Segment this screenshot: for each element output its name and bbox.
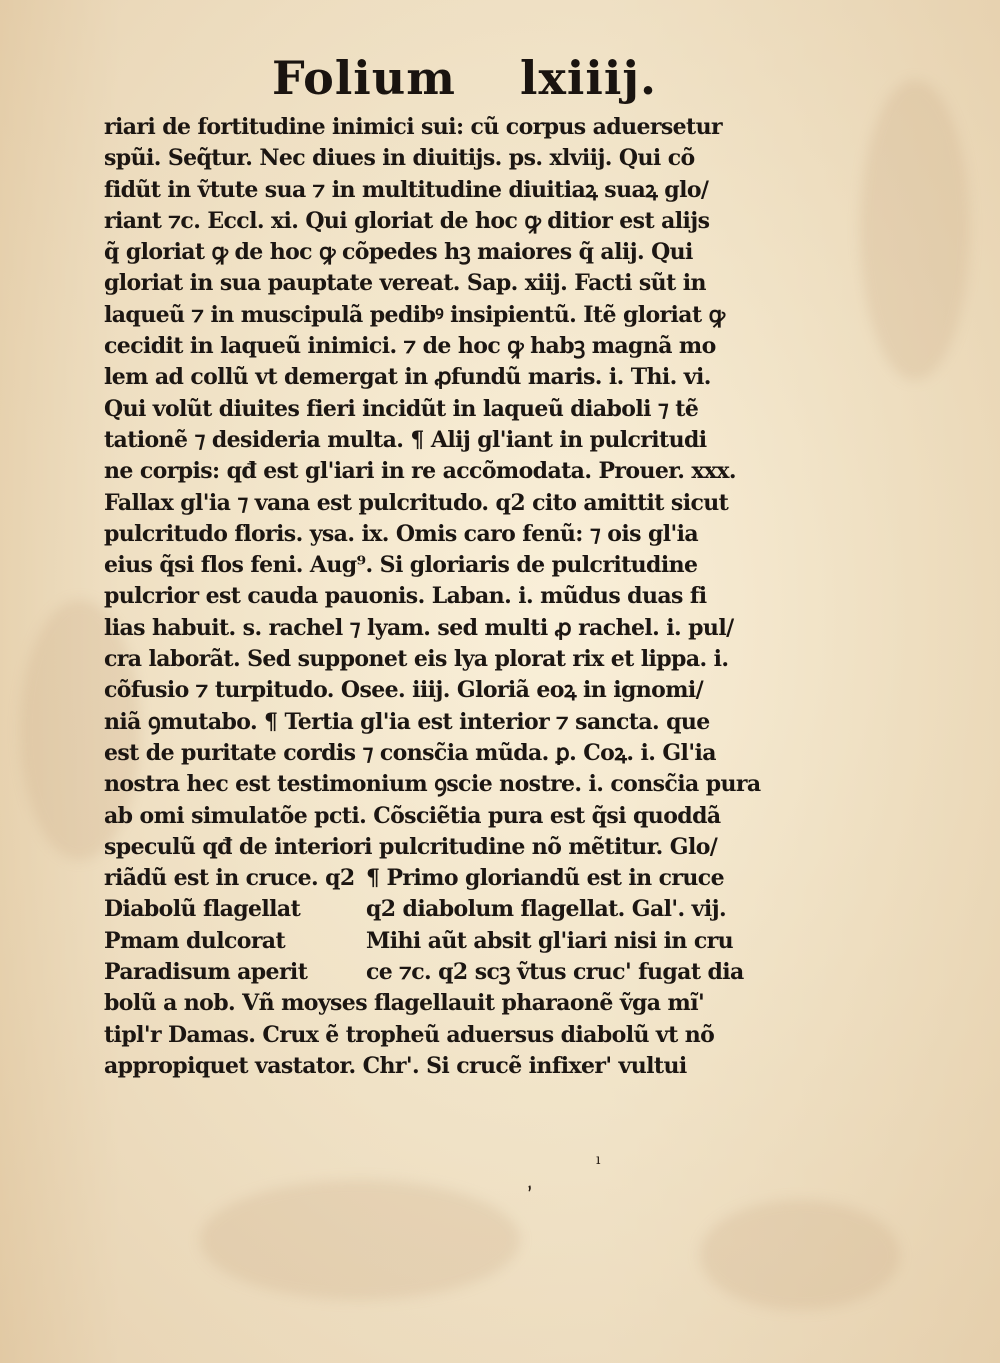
text-line: Qui volũt diuites fieri incidũt in laqueũ diaboli ⁊ tẽ <box>104 395 699 422</box>
paper-stain <box>200 1180 520 1300</box>
text-line: fidũt in ṽtute sua ⁊ in multitudine diuitiaꝝ suaꝝ glo/ <box>104 176 709 203</box>
header-folio-number: lxiiij. <box>520 51 657 105</box>
text-line: q̃ gloriat ꝙ de hoc ꝙ cõpedes hꝫ maiores q̃ alij. Qui <box>104 239 693 266</box>
text-line: Mihi aũt absit gl'iari nisi in cru <box>366 927 734 954</box>
text-line: pulcritudo floris. ysa. ix. Omis caro fenũ: ⁊ ois gl'ia <box>104 520 699 547</box>
marginal-gloss-row <box>104 926 774 957</box>
paper-stain <box>700 1200 900 1310</box>
text-line: speculũ qđ de interiori pulcritudine nõ mẽtitur. Glo/ <box>104 833 718 860</box>
text-line: tipl'r Damas. Crux ẽ tropheũ aduersus diabolũ vt nõ <box>104 1021 715 1048</box>
text-line: riant ⁊c. Eccl. xi. Qui gloriat de hoc ꝙ ditior est alijs <box>104 207 710 234</box>
text-line: niã ꝯmutabo. ¶ Tertia gl'ia est interior ⁊ sancta. que <box>104 708 710 735</box>
text-line: riari de fortitudine inimici sui: cũ corpus aduersetur <box>104 114 723 140</box>
text-line: ab omi simulatõe pcti. Cõsciẽtia pura est q̃si quoddã <box>104 802 721 829</box>
text-line: cra laborãt. Sed supponet eis lya plorat rix et lippa. i. <box>104 646 729 673</box>
text-line: ne corpis: qđ est gl'iari in re accõmodata. Prouer. xxx. <box>104 458 736 485</box>
text-line: est de puritate cordis ⁊ consc̃ia mũda. ꝑ. Coꝝ. i. Gl'ia <box>104 739 716 766</box>
marginal-gloss: Diabolũ flagellat <box>104 896 301 923</box>
paper-stain <box>860 80 970 380</box>
text-line: gloriat in sua pauptate vereat. Sap. xiij. Facti sũt in <box>104 270 706 297</box>
text-line: q2 diabolum flagellat. Gal'. vij. <box>366 896 727 923</box>
text-line: pulcrior est cauda pauonis. Laban. i. mũdus duas fi <box>104 583 707 610</box>
text-line: tationẽ ⁊ desideria multa. ¶ Alij gl'iant in pulcritudi <box>104 426 707 453</box>
text-line: appropiquet vastator. Chr'. Si crucẽ infixer' vultui <box>104 1052 687 1079</box>
text-line: lias habuit. s. rachel ⁊ lyam. sed multi ꝓ rachel. i. pul/ <box>104 614 734 641</box>
marginal-gloss: Pmam dulcorat <box>104 927 286 954</box>
text-line: cõfusio ⁊ turpitudo. Osee. iiij. Gloriã eoꝝ in ignomi/ <box>104 677 704 704</box>
text-line: ce ⁊c. q2 scꝫ ṽtus cruc' fugat dia <box>366 959 744 986</box>
marginal-gloss: Paradisum aperit <box>104 959 308 986</box>
text-line: lem ad collũ vt demergat in ꝓfundũ maris. i. Thi. vi. <box>104 364 711 391</box>
marginal-gloss: riãdũ est in cruce. q2 <box>104 865 355 892</box>
ink-speck: ı <box>596 1152 601 1168</box>
text-line: Fallax gl'ia ⁊ vana est pulcritudo. q2 cito amittit sicut <box>104 489 729 516</box>
ink-stroke: ʼ <box>523 1182 540 1209</box>
body-text <box>104 112 774 1082</box>
header-folium: Folium <box>272 51 456 105</box>
running-header <box>270 48 657 108</box>
text-line: nostra hec est testimonium ꝯscie nostre. i. consc̃ia pura <box>104 771 761 798</box>
marginal-gloss-row <box>104 957 774 988</box>
text-line: bolũ a nob. Vñ moyses flagellauit pharaonẽ ṽga mĩ' <box>104 990 705 1017</box>
text-line: ¶ Primo gloriandũ est in cruce <box>366 865 724 892</box>
marginal-gloss-row <box>104 894 774 925</box>
text-line: laqueũ ⁊ in muscipulã pedibꝰ insipientũ. Itẽ gloriat ꝙ <box>104 301 725 328</box>
text-line: eius q̃si flos feni. Aug⁹. Si gloriaris de pulcritudine <box>104 552 698 579</box>
marginal-gloss-row <box>104 863 774 894</box>
text-line: cecidit in laqueũ inimici. ⁊ de hoc ꝙ habꝫ magnã mo <box>104 333 716 360</box>
text-line: spũi. Seq̃tur. Nec diues in diuitijs. ps. xlviij. Qui cõ <box>104 145 695 172</box>
